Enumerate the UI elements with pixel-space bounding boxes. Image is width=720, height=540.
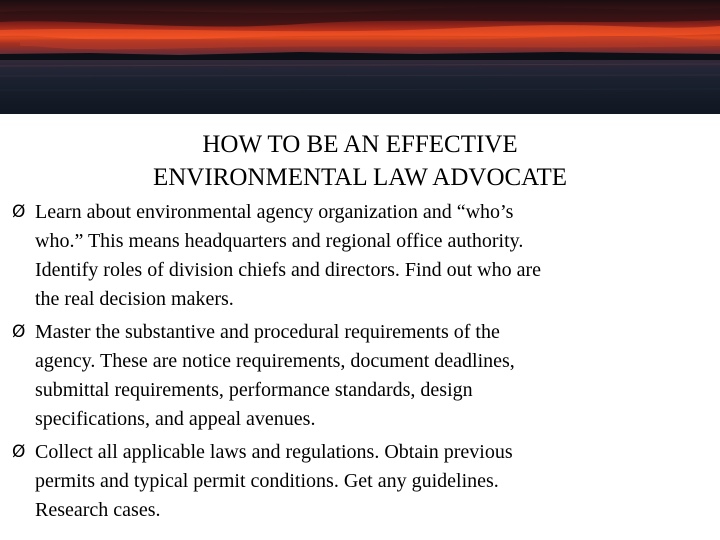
bullet-list: [12, 198, 712, 529]
bullet-text-line: Learn about environmental agency organization and “who’s: [35, 201, 514, 223]
title-line: ENVIRONMENTAL LAW ADVOCATE: [152, 164, 567, 191]
arrow-bullet-icon: Ø: [12, 442, 26, 462]
bullet-item: [12, 318, 712, 434]
bullet-item: [12, 198, 712, 314]
bullet-text-line: permits and typical permit conditions. Get any guidelines.: [35, 470, 499, 492]
bullet-text-line: specifications, and appeal avenues.: [35, 408, 316, 430]
bullet-text-line: Research cases.: [35, 499, 161, 521]
bullet-text-line: who.” This means headquarters and regional office authority.: [35, 230, 524, 252]
bullet-text-line: Identify roles of division chiefs and directors. Find out who are: [35, 259, 541, 281]
sunset-banner-image: [0, 0, 720, 114]
bullet-text-line: Master the substantive and procedural requirements of the: [35, 321, 500, 343]
arrow-bullet-icon: Ø: [12, 202, 26, 222]
arrow-bullet-icon: Ø: [12, 322, 26, 342]
title-line: HOW TO BE AN EFFECTIVE: [202, 131, 518, 158]
sunset-scene: [0, 0, 720, 114]
bullet-text-line: Collect all applicable laws and regulations. Obtain previous: [35, 441, 513, 463]
bullet-text-line: agency. These are notice requirements, document deadlines,: [35, 350, 515, 372]
bullet-item: [12, 438, 712, 525]
bullet-text-line: the real decision makers.: [35, 288, 234, 310]
slide-title: [0, 128, 720, 194]
bullet-text-line: submittal requirements, performance standards, design: [35, 379, 473, 401]
